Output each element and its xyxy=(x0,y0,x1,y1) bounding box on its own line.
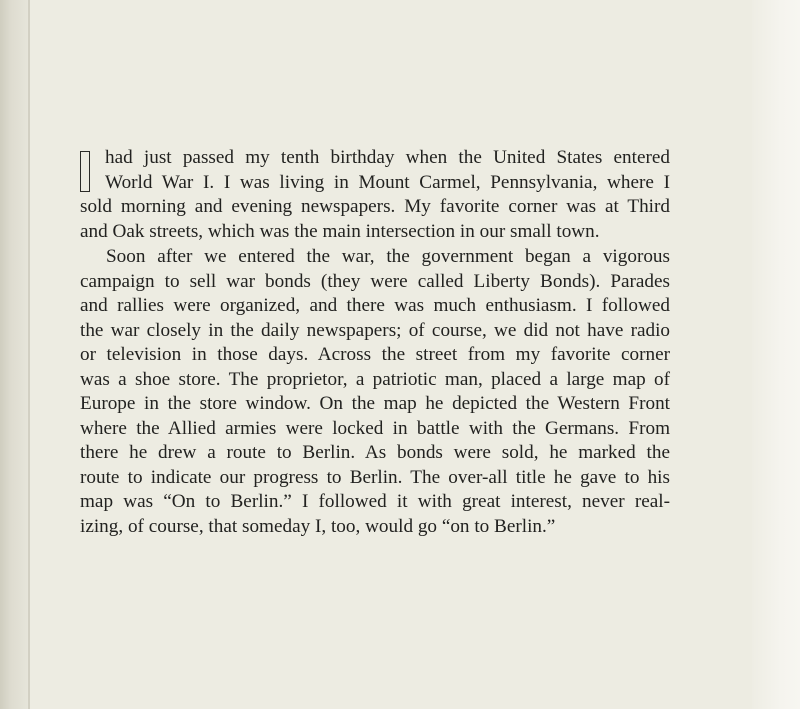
text-line: and rallies were organized, and there was much enthusiasm. I followed xyxy=(80,295,670,316)
text-line: the war closely in the daily newspapers; of course, we did not have radio xyxy=(80,319,670,341)
text-line: route to indicate our progress to Berlin. The over-all title he gave to his xyxy=(80,466,670,488)
text-line: Soon after we entered the war, the government began a vigorous xyxy=(106,246,670,267)
text-line: campaign to sell war bonds (they were called Liberty Bonds). Parades xyxy=(80,270,670,292)
text-line: was a shoe store. The proprietor, a patriotic man, placed a large map of xyxy=(80,368,670,390)
paragraph-2 xyxy=(80,245,670,539)
text-line: izing, of course, that someday I, too, would go “on to Berlin.” xyxy=(80,515,556,537)
book-text-block xyxy=(80,146,670,539)
text-line: sold morning and evening newspapers. My favorite corner was at Third xyxy=(80,196,670,217)
text-line: World War I. I was living in Mount Carmel, Pennsylvania, where I xyxy=(105,171,670,193)
page-gutter xyxy=(28,0,30,709)
text-line: and Oak streets, which was the main intersection in our small town. xyxy=(80,220,600,242)
text-line: there he drew a route to Berlin. As bonds were sold, he marked the xyxy=(80,442,670,463)
text-line: had just passed my tenth birthday when the United States entered xyxy=(105,147,670,168)
page-edge-right xyxy=(752,0,800,709)
text-line: or television in those days. Across the street from my favorite corner xyxy=(80,344,670,365)
text-line: map was “On to Berlin.” I followed it with great interest, never real- xyxy=(80,491,670,512)
paragraph-1 xyxy=(80,146,670,244)
page-edge-left xyxy=(0,0,28,709)
text-line: where the Allied armies were locked in battle with the Germans. From xyxy=(80,417,670,439)
text-line: Europe in the store window. On the map he depicted the Western Front xyxy=(80,393,670,414)
drop-cap-placeholder-icon xyxy=(80,151,90,192)
